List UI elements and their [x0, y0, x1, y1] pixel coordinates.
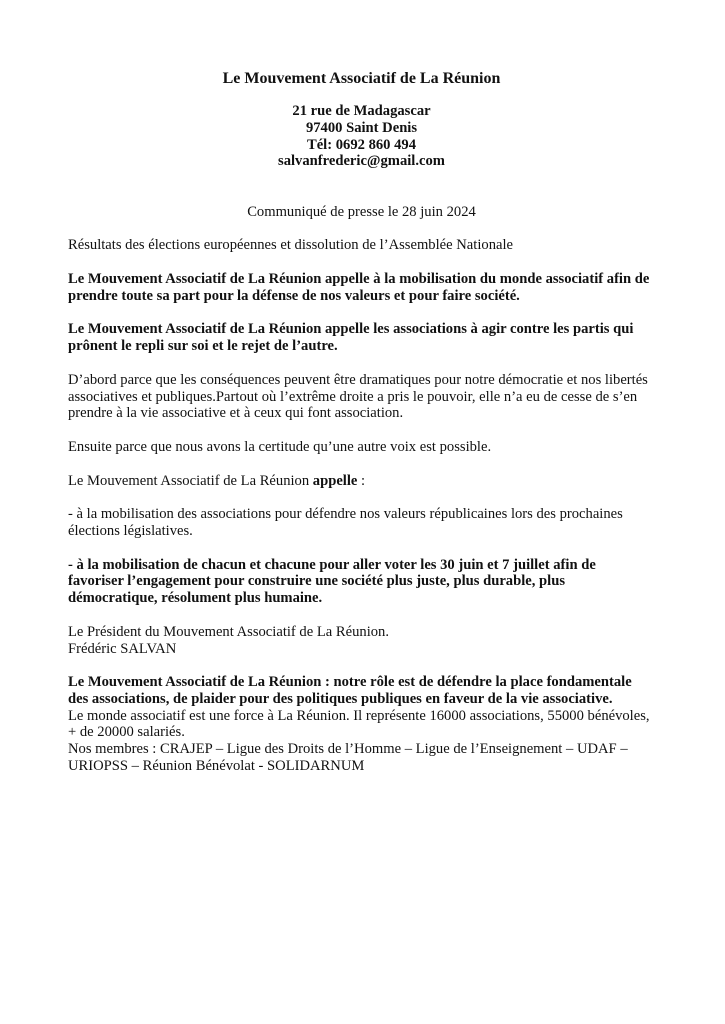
- address-street-line: 21 rue de Madagascar: [292, 103, 431, 119]
- paragraph-appelle-intro: [68, 473, 655, 490]
- signature-block: [68, 624, 655, 658]
- paragraph-call-associations: Le Mouvement Associatif de La Réunion appelle les associations à agir contre les partis qui prônent le repli sur soi et le rejet de l’autre.: [68, 321, 634, 355]
- paragraph-reason-democracy: D’abord parce que les conséquences peuvent être dramatiques pour notre démocratie et nos libertés associatives et publiques.Partout où l’extrême droite a pris le pouvoir, elle n’a eu de cesse de s’en prendre à la vie associative et à ceux qui font association.: [68, 371, 648, 422]
- address-city-line: 97400 Saint Denis: [305, 119, 418, 136]
- phone-line: Tél: 0692 860 494: [306, 136, 417, 153]
- org-address-block: [68, 103, 655, 170]
- about-block: [68, 674, 655, 775]
- appelle-intro-suffix: :: [357, 472, 366, 489]
- email-line: salvanfrederic@gmail.com: [278, 153, 445, 170]
- appelle-intro-prefix: Le Mouvement Associatif de La Réunion: [68, 472, 313, 489]
- bullet-mobilisation-vote: - à la mobilisation de chacun et chacune pour aller voter les 30 juin et 7 juillet afin de favoriser l’engagement pour construire une société plus juste, plus durable, plus démocratique, résolument plus humaine.: [68, 556, 596, 607]
- paragraph-reason-other-voice: Ensuite parce que nous avons la certitude qu’une autre voix est possible.: [68, 438, 492, 455]
- org-name-title: Le Mouvement Associatif de La Réunion: [222, 70, 501, 87]
- paragraph-call-mobilisation: Le Mouvement Associatif de La Réunion appelle à la mobilisation du monde associatif afin de prendre toute sa part pour la défense de nos valeurs et pour faire société.: [68, 270, 650, 304]
- appelle-bold-word: appelle: [312, 472, 358, 489]
- signature-name: Frédéric SALVAN: [68, 640, 177, 657]
- bullet-mobilisation-associations: - à la mobilisation des associations pour défendre nos valeurs républicaines lors des prochaines élections législatives.: [68, 506, 623, 539]
- press-release-dateline: Communiqué de presse le 28 juin 2024: [247, 203, 476, 220]
- subject-line: Résultats des élections européennes et dissolution de l’Assemblée Nationale: [68, 237, 513, 254]
- signature-role: Le Président du Mouvement Associatif de La Réunion.: [68, 623, 389, 640]
- about-members: Nos membres : CRAJEP – Ligue des Droits de l’Homme – Ligue de l’Enseignement – UDAF – URIOPSS – Réunion Bénévolat - SOLIDARNUM: [68, 741, 628, 775]
- about-role-statement: Le Mouvement Associatif de La Réunion : notre rôle est de défendre la place fondamentale des associations, de plaider pour des politiques publiques en faveur de la vie associative.: [68, 674, 632, 707]
- letterhead: [68, 69, 655, 170]
- about-stats: Le monde associatif est une force à La Réunion. Il représente 16000 associations, 55000 bénévoles, + de 20000 salariés.: [68, 707, 650, 741]
